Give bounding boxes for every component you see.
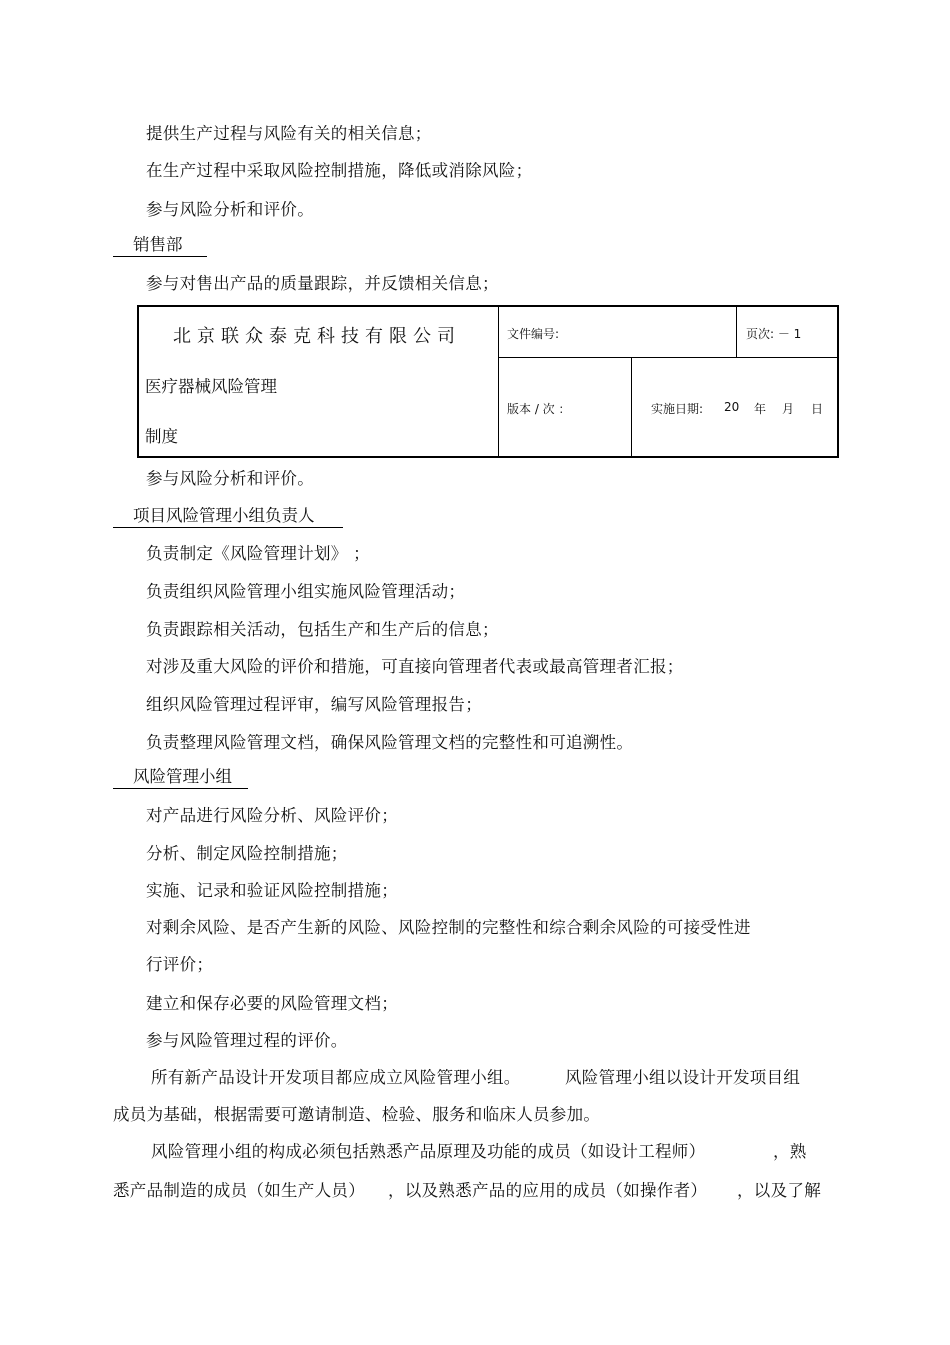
body-line: 参与对售出产品的质量跟踪，并反馈相关信息； [146,274,499,293]
body-line: 分析、制定风险控制措施； [146,844,348,863]
paragraph-line: ，以及了解 [737,1181,821,1200]
paragraph-line: 所有新产品设计开发项目都应成立风险管理小组。 [151,1068,521,1087]
section-heading-team: 风险管理小组 [113,767,248,789]
implementation-year: 20 [724,400,740,414]
paragraph-line: 成员为基础，根据需要可邀请制造、检验、服务和临床人员参加。 [113,1105,601,1124]
file-number-label: 文件编号: [507,327,560,341]
document-title-line1: 医疗器械风险管理 [145,377,277,396]
paragraph-line: 风险管理小组以设计开发项目组 [565,1068,801,1087]
body-line: 在生产过程中采取风险控制措施，降低或消除风险； [146,161,533,180]
body-line: 提供生产过程与风险有关的相关信息； [146,124,432,143]
document-header-table [137,305,839,458]
body-line: 负责组织风险管理小组实施风险管理活动； [146,582,466,601]
day-char: 日 [811,402,824,416]
implementation-date-label: 实施日期: [651,402,704,416]
paragraph-line: ，熟 [773,1142,807,1161]
body-line: 负责跟踪相关活动，包括生产和生产后的信息； [146,620,499,639]
paragraph-line: 风险管理小组的构成必须包括熟悉产品原理及功能的成员（如设计工程师） [151,1142,706,1161]
section-heading-project-leader: 项目风险管理小组负责人 [113,506,343,528]
paragraph-line: ，以及熟悉产品的应用的成员（如操作者） [388,1181,708,1200]
version-label: 版本 / 次 ： [507,402,571,416]
company-name: 北京联众泰克科技有限公司 [173,326,461,347]
body-line: 负责制定《风险管理计划》 ； [146,544,370,563]
year-char: 年 [754,402,767,416]
body-line: 对产品进行风险分析、风险评价； [146,806,398,825]
body-line: 实施、记录和验证风险控制措施； [146,881,398,900]
document-title-line2: 制度 [145,427,178,446]
page-number: 页次: － 1 [746,327,802,341]
paragraph-line: 悉产品制造的成员（如生产人员） [113,1181,365,1200]
body-line: 参与风险分析和评价。 [146,200,314,219]
body-line: 参与风险管理过程的评价。 [146,1031,348,1050]
month-char: 月 [782,402,795,416]
body-line: 对涉及重大风险的评价和措施，可直接向管理者代表或最高管理者汇报； [146,657,684,676]
body-line: 参与风险分析和评价。 [146,469,314,488]
body-line: 对剩余风险、是否产生新的风险、风险控制的完整性和综合剩余风险的可接受性进 [146,918,751,937]
section-heading-sales: 销售部 [113,235,207,257]
body-line: 组织风险管理过程评审，编写风险管理报告； [146,695,482,714]
body-line: 负责整理风险管理文档，确保风险管理文档的完整性和可追溯性。 [146,733,634,752]
body-line: 建立和保存必要的风险管理文档； [146,994,398,1013]
body-line: 行评价； [146,955,214,974]
